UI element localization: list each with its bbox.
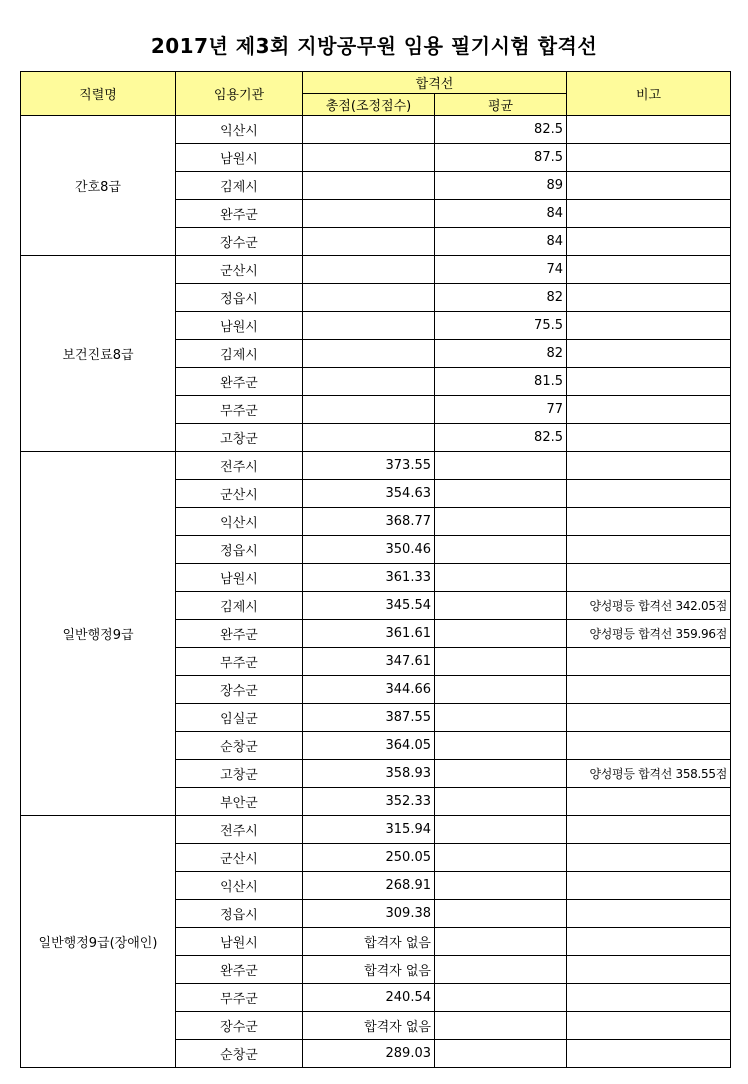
total-score-cell: 350.46 (303, 536, 435, 564)
job-category-cell: 일반행정9급 (21, 452, 176, 816)
total-score-cell: 368.77 (303, 508, 435, 536)
header-pass: 합격선 (303, 72, 567, 94)
header-avg: 평균 (435, 94, 567, 116)
average-score-cell (435, 536, 567, 564)
note-cell (567, 648, 731, 676)
org-cell: 부안군 (176, 788, 303, 816)
org-cell: 완주군 (176, 620, 303, 648)
total-score-cell: 309.38 (303, 900, 435, 928)
total-score-cell (303, 116, 435, 144)
total-score-cell: 합격자 없음 (303, 1012, 435, 1040)
total-score-cell (303, 340, 435, 368)
total-score-cell: 315.94 (303, 816, 435, 844)
note-cell (567, 256, 731, 284)
org-cell: 김제시 (176, 340, 303, 368)
org-cell: 고창군 (176, 424, 303, 452)
org-cell: 군산시 (176, 844, 303, 872)
org-cell: 순창군 (176, 1040, 303, 1068)
average-score-cell: 82 (435, 284, 567, 312)
total-score-cell (303, 396, 435, 424)
note-cell (567, 396, 731, 424)
org-cell: 남원시 (176, 564, 303, 592)
note-cell: 양성평등 합격선 358.55점 (567, 760, 731, 788)
note-cell (567, 872, 731, 900)
total-score-cell (303, 312, 435, 340)
org-cell: 임실군 (176, 704, 303, 732)
note-cell (567, 480, 731, 508)
note-cell (567, 536, 731, 564)
average-score-cell (435, 508, 567, 536)
note-cell: 양성평등 합격선 359.96점 (567, 620, 731, 648)
header-org: 임용기관 (176, 72, 303, 116)
org-cell: 전주시 (176, 816, 303, 844)
org-cell: 김제시 (176, 172, 303, 200)
average-score-cell (435, 480, 567, 508)
table-row (21, 816, 731, 844)
average-score-cell (435, 984, 567, 1012)
average-score-cell (435, 788, 567, 816)
total-score-cell: 354.63 (303, 480, 435, 508)
org-cell: 순창군 (176, 732, 303, 760)
average-score-cell (435, 1012, 567, 1040)
note-cell (567, 900, 731, 928)
org-cell: 완주군 (176, 200, 303, 228)
total-score-cell: 240.54 (303, 984, 435, 1012)
average-score-cell: 89 (435, 172, 567, 200)
note-cell (567, 816, 731, 844)
note-cell (567, 228, 731, 256)
total-score-cell (303, 172, 435, 200)
note-cell (567, 704, 731, 732)
org-cell: 무주군 (176, 648, 303, 676)
note-cell (567, 312, 731, 340)
org-cell: 남원시 (176, 928, 303, 956)
job-category-cell: 보건진료8급 (21, 256, 176, 452)
total-score-cell: 347.61 (303, 648, 435, 676)
average-score-cell (435, 592, 567, 620)
average-score-cell: 82 (435, 340, 567, 368)
org-cell: 군산시 (176, 256, 303, 284)
average-score-cell: 75.5 (435, 312, 567, 340)
average-score-cell (435, 872, 567, 900)
note-cell (567, 368, 731, 396)
total-score-cell: 373.55 (303, 452, 435, 480)
note-cell: 양성평등 합격선 342.05점 (567, 592, 731, 620)
org-cell: 무주군 (176, 984, 303, 1012)
org-cell: 군산시 (176, 480, 303, 508)
note-cell (567, 732, 731, 760)
note-cell (567, 984, 731, 1012)
total-score-cell (303, 256, 435, 284)
total-score-cell: 합격자 없음 (303, 956, 435, 984)
average-score-cell: 82.5 (435, 116, 567, 144)
total-score-cell (303, 144, 435, 172)
total-score-cell (303, 368, 435, 396)
note-cell (567, 424, 731, 452)
note-cell (567, 508, 731, 536)
total-score-cell: 345.54 (303, 592, 435, 620)
average-score-cell (435, 704, 567, 732)
header-note: 비고 (567, 72, 731, 116)
table-row (21, 256, 731, 284)
job-category-cell: 일반행정9급(장애인) (21, 816, 176, 1068)
total-score-cell: 364.05 (303, 732, 435, 760)
average-score-cell: 84 (435, 200, 567, 228)
total-score-cell: 361.33 (303, 564, 435, 592)
note-cell (567, 928, 731, 956)
total-score-cell: 268.91 (303, 872, 435, 900)
average-score-cell (435, 620, 567, 648)
note-cell (567, 1040, 731, 1068)
note-cell (567, 200, 731, 228)
total-score-cell: 289.03 (303, 1040, 435, 1068)
average-score-cell (435, 648, 567, 676)
total-score-cell: 358.93 (303, 760, 435, 788)
average-score-cell (435, 844, 567, 872)
note-cell (567, 1012, 731, 1040)
org-cell: 장수군 (176, 1012, 303, 1040)
org-cell: 익산시 (176, 508, 303, 536)
table-row (21, 452, 731, 480)
average-score-cell (435, 452, 567, 480)
total-score-cell (303, 200, 435, 228)
note-cell (567, 452, 731, 480)
org-cell: 익산시 (176, 116, 303, 144)
org-cell: 장수군 (176, 676, 303, 704)
org-cell: 남원시 (176, 312, 303, 340)
average-score-cell (435, 816, 567, 844)
total-score-cell: 352.33 (303, 788, 435, 816)
org-cell: 김제시 (176, 592, 303, 620)
page-title: 2017년 제3회 지방공무원 임용 필기시험 합격선 (150, 34, 598, 58)
org-cell: 무주군 (176, 396, 303, 424)
average-score-cell (435, 1040, 567, 1068)
average-score-cell (435, 732, 567, 760)
note-cell (567, 844, 731, 872)
average-score-cell (435, 564, 567, 592)
org-cell: 정읍시 (176, 536, 303, 564)
table-row (21, 116, 731, 144)
job-category-cell: 간호8급 (21, 116, 176, 256)
note-cell (567, 144, 731, 172)
total-score-cell: 합격자 없음 (303, 928, 435, 956)
note-cell (567, 676, 731, 704)
average-score-cell: 84 (435, 228, 567, 256)
note-cell (567, 788, 731, 816)
org-cell: 정읍시 (176, 284, 303, 312)
average-score-cell (435, 900, 567, 928)
average-score-cell (435, 956, 567, 984)
note-cell (567, 284, 731, 312)
total-score-cell: 387.55 (303, 704, 435, 732)
org-cell: 완주군 (176, 956, 303, 984)
org-cell: 장수군 (176, 228, 303, 256)
total-score-cell: 250.05 (303, 844, 435, 872)
pass-score-table (20, 71, 731, 1068)
note-cell (567, 172, 731, 200)
org-cell: 고창군 (176, 760, 303, 788)
note-cell (567, 340, 731, 368)
average-score-cell (435, 676, 567, 704)
average-score-cell (435, 928, 567, 956)
org-cell: 남원시 (176, 144, 303, 172)
org-cell: 익산시 (176, 872, 303, 900)
average-score-cell: 74 (435, 256, 567, 284)
average-score-cell: 82.5 (435, 424, 567, 452)
note-cell (567, 116, 731, 144)
average-score-cell: 77 (435, 396, 567, 424)
total-score-cell (303, 228, 435, 256)
header-job: 직렬명 (21, 72, 176, 116)
org-cell: 전주시 (176, 452, 303, 480)
total-score-cell: 361.61 (303, 620, 435, 648)
total-score-cell (303, 284, 435, 312)
note-cell (567, 956, 731, 984)
org-cell: 완주군 (176, 368, 303, 396)
total-score-cell: 344.66 (303, 676, 435, 704)
header-total: 총점(조정점수) (303, 94, 435, 116)
average-score-cell (435, 760, 567, 788)
org-cell: 정읍시 (176, 900, 303, 928)
note-cell (567, 564, 731, 592)
average-score-cell: 87.5 (435, 144, 567, 172)
table-body (21, 116, 731, 1068)
total-score-cell (303, 424, 435, 452)
average-score-cell: 81.5 (435, 368, 567, 396)
